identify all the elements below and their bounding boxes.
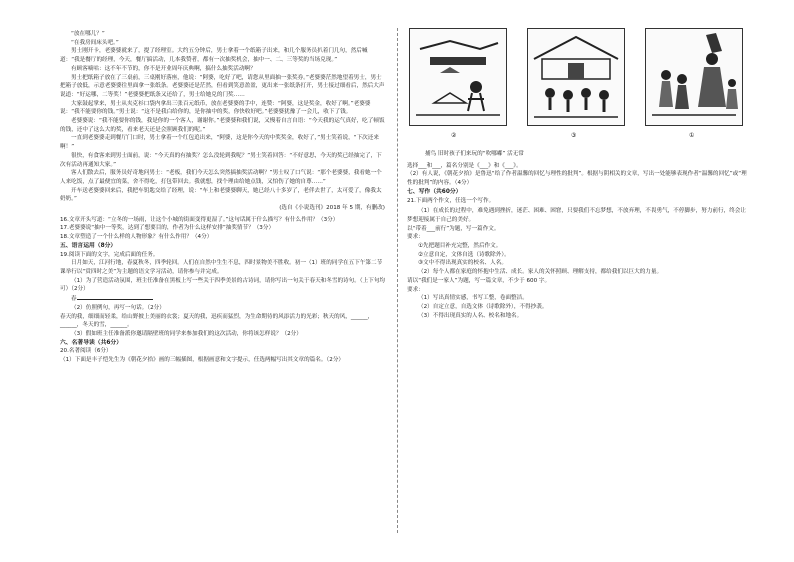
- answer-blank[interactable]: [77, 294, 115, 300]
- question-18: 18.文章塑造了一个什么样的人物形象？有什么作用？（4分）: [60, 234, 213, 241]
- question-20: 20.名著阅读（6分）: [60, 348, 112, 355]
- question-17: 17.老婆婆说“抽中一等奖，达到了想要目的，作者为什么这样安排”抽奖情节？（3分）: [60, 225, 275, 232]
- requirement-item: ①先把题目补充完整，然后作文。: [418, 243, 502, 250]
- illustration-bird-catching: [409, 28, 507, 126]
- illustration-captions: 捕鸟 旧时孩子们来玩的“吹哪嘟” 活无常: [425, 151, 524, 157]
- story-paragraph: 男士刚开卡，老婆婆就来了，提了经理室。大约五分钟后，男士拿着一个纸箱子出来，和几个服务员扒着门几句，然后喊道：“我是餐厅的经理，今天，餐厅搞活动，几本我赞者，都有一次抽奖机会，抽中一、二、三等奖的当场兑现。”: [60, 48, 368, 64]
- story-paragraph: 男士把纸箱子放在了三桌前，三桌刚好落座，他说：“阿婆，吃好了吧，请您从里面抽一张奖券。”老婆婆茫然地望着男士，男士把箱子放低，示意老婆婆往里面拿一张纸条。老婆婆还是茫然，但看到笑意盈盈，更出来一张纸条打开，男士接过细看后，然后大声说道：“好运哪，二等奖！”老婆婆把纸条又还给了，男士给她兑的门奖……: [60, 74, 385, 98]
- question-19-3: （3）假如班主任准备派你邀请隔壁班的同学来参加我们的这次活动，你将该怎样说？（2分）: [71, 330, 302, 337]
- requirement-item: （1）写出真情实感，书写工整，卷面整洁。: [418, 295, 528, 302]
- story-line: “放在哪儿？”: [71, 31, 105, 37]
- right-column: [407, 28, 747, 320]
- illustration-children-playing: [527, 28, 625, 126]
- prompt-2-title: 请以“我们是一家人”为题，写一篇文章，不少于 600 字。: [407, 277, 551, 284]
- story-paragraph: 有顾客嘀咕：这不年不节的，你不是开业周年庆典啊，搞什么抽奖活动啊？: [71, 65, 256, 72]
- question-20-2: （2）有人说，《朝花夕拾》是鲁迅“给了作者温馨的回忆与理性的批判”。根据与阴相关的文章，写出一处能够表现作者“温馨的回忆”或“理性的批判”的内容。（4分）: [407, 171, 747, 187]
- answer-choice-line: 选择___和___，篇名分别是《___》和《___》。: [407, 162, 522, 169]
- illustration-number: ③: [571, 132, 577, 139]
- question-20-1: （1）下面是丰子恺先生为《朝花夕拾》画的三幅插图，根据画意和文字提示，任选两幅写出其文章的篇名。（2分）: [60, 357, 345, 364]
- story-paragraph: 一直到老婆婆走到餐厅门口时，男士拿着一个红包追出来，“阿婆，这是你今天的中奖奖金，收好了，”男士笑着说，“下次还来啊！”: [60, 135, 379, 151]
- story-line: “在我房间床头吧。”: [71, 39, 119, 46]
- story-paragraph: 开车送老婆婆回来后，我把车钥匙交给了经理，说：“车上和老婆婆聊天，她已经八十多岁了，老伴去世了，太可爱了，像我太奶奶。”: [60, 187, 382, 203]
- prompt-2: （2）每个人都在家庭的怀抱中生活、成长。家人的关怀照顾、理解支持，都给我们以巨大的力量。: [418, 269, 663, 276]
- illustration-wuchang: [645, 28, 743, 126]
- requirement-item: （2）自定立意，自选文体（诗歌除外），不得抄袭。: [418, 303, 548, 310]
- question-21: 21.下面两个作文，任选一个写作。: [407, 197, 495, 204]
- column-divider: [397, 28, 398, 533]
- story-source: (选自《小说选刊》2018 年 5 期，有删改): [279, 205, 385, 212]
- story-paragraph: 大家鼓起掌来，男士从夹克衫口袋内拿出三张百元纸币，放在老婆婆的手中，连赞：“阿婆，这是奖金，收好了啊。”老婆婆说：“我不能要你的钱。”男士说：“这不是我白给你的，是你抽中的奖，你快收好吧。”老婆婆犹豫了一会儿，收下了钱。: [60, 100, 371, 116]
- question-19-1-answer: [60, 294, 385, 304]
- illustration-image: [410, 29, 506, 125]
- question-16: 16.文章开头写道：“立冬的一场雨，让这个小城的街面变得更湿了。”这句话属于什么描写？有什么作用？（3分）: [60, 216, 339, 223]
- prompt-1-title: 以“带着___前行”为题，写一篇作文。: [407, 225, 500, 232]
- answer-prefix: 春: [71, 296, 77, 303]
- story-paragraph: 客人们散去后，服务员好奇地问男士：“老板，我们今天怎么突然搞抽奖活动啊？”男士叹了口气说：“那个老婆婆，我看她一个人来吃饭，点了最便宜的菜，舍不得吃，打包带回去。我就想，找个理由给她点钱，又怕伤了她的自尊……”: [60, 170, 382, 185]
- question-19: 19.阅读下面的文字，完成后面的任务。: [60, 251, 159, 258]
- section-5-heading: 五、语言运用（8分）: [60, 242, 117, 249]
- requirements-label: 要求：: [407, 234, 424, 241]
- illustration-image: [528, 29, 624, 125]
- left-column: [60, 30, 385, 365]
- story-paragraph: 老婆婆说：“我不能要你的钱，我是你的一个客人，谢谢你。”老婆婆和我们说，又慢着自言自语：“今天我的运气真好，吃了顿饭的钱，还中了这么大的奖，看来老天还是会照顾我们的呢。”: [60, 118, 385, 133]
- story-paragraph: 很快，有食客来到男士面前，说：“今天真的有抽奖？怎么没轮到我呢？”男士笑着回答：“不好意思，今天的奖已经抽完了，下次有活动再通知大家。”: [60, 152, 382, 168]
- illustration-image: [646, 29, 742, 125]
- requirement-item: （3）不得出现真实的人名、校名和地名。: [418, 312, 523, 319]
- illustration-number: ①: [689, 132, 695, 139]
- answer-blank[interactable]: [115, 294, 153, 300]
- requirement-item: ③文中不得出现真实的校名、人名。: [418, 260, 507, 267]
- section-7-heading: 七、写作（共60分）: [407, 188, 462, 195]
- illustration-row: [407, 28, 747, 150]
- section-6-heading: 六、名著导读（共6分）: [60, 339, 123, 346]
- question-19-text: 日月如天，江河行地，春夏秋冬，四季轮回。人们在自然中生生不息，四时景物美不胜收。初一（1）班的同学在五下午第二节课举行以“赏四时之美”为主题的语文学习活动，请你参与并完成。: [60, 260, 383, 275]
- question-19-2-text: 春天的我，细细而轻柔，给山野披上美丽的衣裳；夏天的我，迅疾而猛烈，为生命期待的风添活力的光彩；秋天的风，______，______，冬天的雪，______。: [60, 313, 374, 329]
- question-19-1: （1）为了营造活动氛围，班主任准备在黑板上写一些关于四季美景的古诗词，请你写出一句关于春天和冬雪的诗句。（上下句均可）（2分）: [60, 277, 386, 293]
- illustration-number: ②: [451, 132, 457, 139]
- requirements-label: 要求：: [407, 286, 424, 293]
- prompt-1: （1）在成长的过程中，难免遇到挫折，迷茫、困难、困窘，只要我们不忘梦想，不放弃理，不畏勇气，不停脚步，努力前行，终会让梦想迎接属于自己的美好。: [407, 208, 746, 223]
- requirement-item: ②立意自定，文体自选（诗歌除外）。: [418, 251, 510, 258]
- question-19-2: （2）仿照例句，再写一句话。（2分）: [71, 304, 165, 311]
